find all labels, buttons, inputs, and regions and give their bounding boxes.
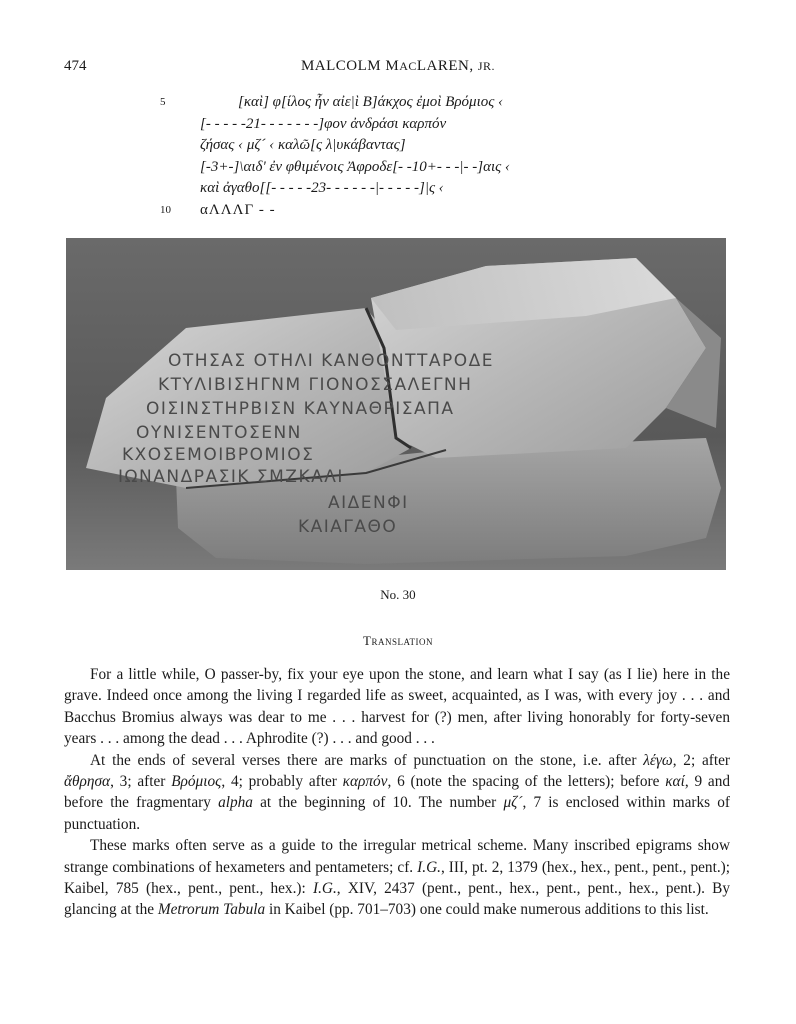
greek-word: μζ´ [503,794,523,812]
inscription-line [160,114,760,136]
italic-word: alpha [218,794,253,812]
greek-word: καρπόν [342,773,388,791]
paragraph-translation: For a little while, O passer-by, fix your eye upon the stone, and learn what I say (as I lie) here in the grave. Indeed once among the living I regarded life as sweet, acquainted, as I was, with every joy . . . and Bacchus Bromius always was dear to me . . . harvest for (?) men, after living honorably for forty-seven years . . . among the dead . . . Aphrodite (?) . . . and good . . . [64,666,730,748]
body-text [64,664,730,921]
text-run: in Kaibel (pp. 701–703) one could make numerous additions to this list. [265,901,709,919]
greek-word: ἄθρησα [64,773,111,791]
greek-word: Βρόμιος [171,773,222,791]
text-run: , 3; after [110,773,172,791]
line-text: [- - - - -21- - - - - - -]φον ἀνδράσι καρπόν [200,115,447,132]
paragraph-punctuation [64,750,730,836]
section-title: Translation [363,633,433,648]
text-run: , 9 and before the fragmentary [64,773,730,812]
line-number: 5 [160,96,166,108]
line-text: ζήσας ‹ μζ´ ‹ καλῶ[ς λ|υκάβαντας] [200,137,406,153]
inscription-line [160,92,760,114]
paragraph-metrics [64,835,730,921]
inscription-line [160,200,760,222]
inscription-line [160,135,760,157]
citation: I.G. [417,858,441,876]
stone-text-row: ΚΑΙΑΓΑΘΟ [298,517,398,537]
stone-text-row: ΚΧΟΣΕΜΟΙΒΡΟΜΙΟΣ [122,445,315,465]
text-run: , 4; probably after [221,773,343,791]
running-head [0,58,796,75]
author-name-rest: LAREN, [416,58,478,74]
figure-caption: No. 30 [380,587,416,602]
author-suffix: JR. [477,59,496,73]
stone-text-row: ΚΤΥΛΙΒΙΣΗΓΝΜ ΓΙΟΝΟΣΣΑΛΕΓΝΗ [158,375,473,395]
text-run: , 6 (note the spacing of the letters); before [387,773,666,791]
stone-text-row: ΟΙΣΙΝΣΤΗΡΒΙΣΝ ΚΑΥΝΑΘΡΙΣΑΠΑ [146,399,455,419]
line-text: καὶ ἀγαθο[[- - - - -23- - - - - -|- - - - -]|ς ‹ [200,180,444,196]
stone-text-row: ΑΙΔΕΝΦΙ [328,493,409,513]
text-run: , III, pt. 2, 1379 (hex., hex., pent., pent., pent.); Kaibel, 785 (hex., pent., pent., hex.): [64,858,730,898]
line-text: αΛΛΛΓ - - [200,201,276,218]
greek-word: καί [665,773,685,791]
inscription-line [160,178,760,200]
text-run: , 2; after [672,751,731,769]
stone-text-row: ΙΩΝΑΝΔΡΑΣΙΚ ΣΜΖΚΑΛΙ [118,467,344,487]
citation: I.G. [313,880,337,898]
author-name-small: AC [399,59,417,73]
greek-word: λέγω [643,751,673,769]
stone-photograph [66,238,726,570]
citation: Metrorum Tabula [157,901,266,919]
text-run: , 7 is enclosed within marks of punctuation. [64,794,731,833]
text-run: At the ends of several verses there are marks of punctuation on the stone, i.e. after [90,751,644,769]
text-run: , XIV, 2437 (pent., pent., hex., pent., pent., hex., pent.). By glancing at the [64,880,731,919]
stone-text-row: ΟΤΗΣΑΣ ΟΤΗΛΙ ΚΑΝΘΟΝΤΤΑΡΟΔΕ [168,351,495,371]
line-number: 10 [160,203,171,216]
inscription-transcription [160,92,760,221]
line-text: [καὶ] φ[ίλος ἦν αἰε|ὶ Β]άκχος ἐμοὶ Βρόμιος ‹ [238,94,504,110]
line-text: [-3+-]\αιδ' ἐν φθιμένοις Ἀφροδε[- -10+- - -|- -]αις ‹ [200,158,510,175]
text-run: at the beginning of 10. The number [252,794,504,812]
inscription-line [160,157,760,179]
page-number: 474 [64,58,87,74]
text-run: These marks often serve as a guide to the irregular metrical scheme. Many inscribed epigrams show strange combinations of hexameters and pentameters; cf. [64,837,730,876]
stone-text-row: ΟΥΝΙΣΕΝΤΟΣΕΝΝ [136,423,302,443]
author-name: MALCOLM M [300,58,400,74]
